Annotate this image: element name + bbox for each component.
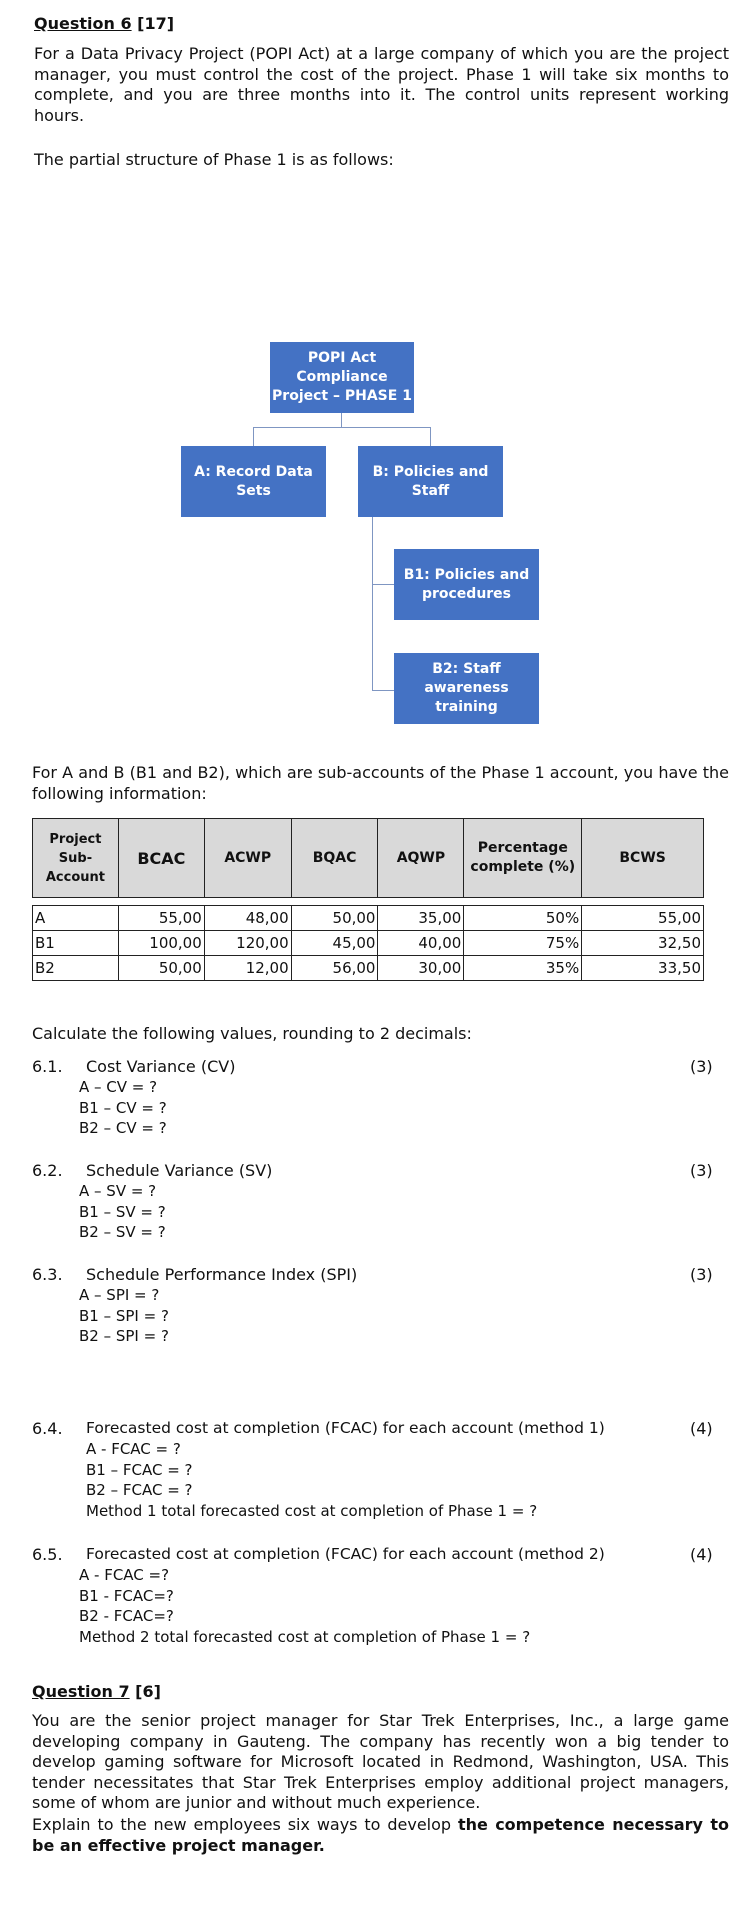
question-7-task	[32, 1815, 729, 1856]
subquestion-title: Schedule Performance Index (SPI)	[86, 1265, 358, 1284]
subquestion-marks: (3)	[690, 1057, 713, 1076]
subquestion-marks: (3)	[690, 1161, 713, 1180]
cell-account: B2	[33, 956, 119, 981]
answer-line: Method 1 total forecasted cost at completion of Phase 1 = ?	[86, 1501, 538, 1520]
answer-line: B1 – SPI = ?	[79, 1306, 169, 1325]
subquestion-marks: (4)	[690, 1419, 713, 1438]
org-node-a	[181, 446, 326, 517]
subquestion-lines	[86, 1439, 537, 1521]
connector-to-a	[253, 427, 254, 446]
answer-line: B2 - FCAC=?	[79, 1607, 174, 1625]
cell-bcac: 100,00	[118, 931, 204, 956]
question-6-heading	[34, 14, 174, 33]
org-node-b2-line-2: awareness training	[424, 680, 509, 715]
org-node-b1-line-2: procedures	[421, 585, 512, 602]
answer-line: Method 2 total forecasted cost at completion of Phase 1 = ?	[79, 1627, 531, 1646]
subquestion-lines	[79, 1565, 530, 1647]
connector-to-b1	[372, 584, 394, 585]
question-7-intro: You are the senior project manager for Star Trek Enterprises, Inc., a large game developing company in Gauteng. The company has recently won a big tender to develop gaming software for Microsoft located in Redmond, Washington, USA. This tender necessitates that Star Trek Enterprises employ additional project managers, some of whom are junior and without much experience.	[32, 1711, 729, 1812]
header-percentage-complete	[464, 819, 582, 898]
answer-line: B1 – CV = ?	[79, 1098, 167, 1117]
table-row	[33, 931, 704, 956]
subquestion-lines	[79, 1285, 169, 1347]
connector-to-b	[430, 427, 431, 446]
cell-bqac: 50,00	[291, 906, 378, 931]
org-node-a-line-2: Sets	[236, 482, 271, 499]
calc-intro: Calculate the following values, rounding to 2 decimals:	[32, 1024, 472, 1043]
cost-data-table	[32, 818, 704, 981]
subquestion-number: 6.4.	[32, 1419, 63, 1438]
header-col5-line-1: Percentage	[477, 840, 568, 856]
answer-line: B1 – SV = ?	[79, 1202, 166, 1221]
org-node-root-line-3: Project – PHASE 1	[272, 388, 412, 404]
subquestion-number: 6.2.	[32, 1161, 63, 1180]
answer-line: A – CV = ?	[79, 1078, 158, 1096]
cell-percentage: 75%	[464, 931, 582, 956]
cell-bcws: 55,00	[582, 906, 704, 931]
structure-intro: The partial structure of Phase 1 is as follows:	[34, 150, 394, 169]
subquestion-lines	[79, 1181, 166, 1243]
org-node-root-line-1: POPI Act	[307, 350, 377, 366]
question-7-heading	[32, 1682, 161, 1701]
table-row	[33, 906, 704, 931]
cell-account: A	[33, 906, 119, 931]
header-col0-line-1: Project Sub-	[49, 831, 102, 866]
table-intro: For A and B (B1 and B2), which are sub-accounts of the Phase 1 account, you have the following information:	[32, 763, 729, 803]
connector-b-vertical	[372, 517, 373, 691]
cell-bcws: 33,50	[582, 956, 704, 981]
org-node-b-line-2: Staff	[411, 482, 450, 499]
header-acwp: ACWP	[204, 819, 291, 898]
subquestion-title: Forecasted cost at completion (FCAC) for each account (method 2)	[86, 1545, 605, 1563]
table-header-row	[33, 819, 704, 898]
org-node-a-line-1: A: Record Data	[194, 463, 313, 480]
subquestion-marks: (4)	[690, 1545, 713, 1564]
header-col0-line-2: Account	[45, 869, 106, 885]
answer-line: A - FCAC = ?	[86, 1440, 181, 1458]
subquestion-number: 6.5.	[32, 1545, 63, 1564]
question-7-marks: [6]	[135, 1682, 161, 1701]
header-bcws: BCWS	[582, 819, 704, 898]
answer-line: B2 – SV = ?	[79, 1223, 166, 1241]
table-row	[33, 956, 704, 981]
header-bcac: BCAC	[118, 819, 204, 898]
cell-bqac: 45,00	[291, 931, 378, 956]
header-project-sub-account	[33, 819, 119, 898]
answer-line: B2 – CV = ?	[79, 1119, 167, 1137]
org-node-b1	[394, 549, 539, 620]
question-7-task-emphasis: the competence necessary to be an effective project manager.	[32, 1815, 729, 1855]
subquestion-title: Schedule Variance (SV)	[86, 1161, 273, 1180]
cell-acwp: 48,00	[204, 906, 291, 931]
answer-line: A - FCAC =?	[79, 1566, 170, 1584]
table-spacer-cell	[33, 898, 704, 906]
org-node-b1-line-1: B1: Policies and	[403, 566, 530, 583]
cell-aqwp: 35,00	[378, 906, 464, 931]
answer-line: A – SPI = ?	[79, 1286, 160, 1304]
cell-bcws: 32,50	[582, 931, 704, 956]
org-node-b-line-1: B: Policies and	[372, 463, 489, 480]
subquestion-title: Forecasted cost at completion (FCAC) for each account (method 1)	[86, 1419, 605, 1437]
cell-bcac: 55,00	[118, 906, 204, 931]
cell-aqwp: 30,00	[378, 956, 464, 981]
cell-percentage: 50%	[464, 906, 582, 931]
cell-bcac: 50,00	[118, 956, 204, 981]
subquestion-number: 6.3.	[32, 1265, 63, 1284]
org-node-root	[270, 342, 414, 413]
answer-line: B2 – FCAC = ?	[86, 1481, 193, 1499]
question-7-label: Question 7	[32, 1682, 130, 1701]
connector-root-down	[341, 413, 342, 427]
answer-line: B2 – SPI = ?	[79, 1327, 169, 1345]
question-7-task-text: Explain to the new employees six ways to develop	[32, 1815, 458, 1834]
question-6-intro: For a Data Privacy Project (POPI Act) at a large company of which you are the project manager, you must control the cost of the project. Phase 1 will take six months to complete, and you are three months into it. The control units represent working hours.	[34, 44, 729, 125]
subquestion-title: Cost Variance (CV)	[86, 1057, 236, 1076]
cell-acwp: 12,00	[204, 956, 291, 981]
cell-acwp: 120,00	[204, 931, 291, 956]
subquestion-marks: (3)	[690, 1265, 713, 1284]
answer-line: A – SV = ?	[79, 1182, 157, 1200]
org-node-b2-line-1: B2: Staff	[432, 661, 501, 677]
answer-line: B1 - FCAC=?	[79, 1586, 174, 1605]
org-node-root-line-2: Compliance	[296, 369, 388, 385]
question-6-marks: [17]	[137, 14, 175, 33]
header-bqac: BQAC	[291, 819, 378, 898]
org-node-b2	[394, 653, 539, 724]
table-spacer-row	[33, 898, 704, 906]
answer-line: B1 – FCAC = ?	[86, 1460, 193, 1479]
cell-account: B1	[33, 931, 119, 956]
header-col5-line-2: complete (%)	[470, 859, 576, 875]
org-node-b	[358, 446, 503, 517]
cell-percentage: 35%	[464, 956, 582, 981]
connector-horizontal	[253, 427, 431, 428]
question-6-label: Question 6	[34, 14, 132, 33]
subquestion-number: 6.1.	[32, 1057, 63, 1076]
subquestion-lines	[79, 1077, 167, 1139]
cell-bqac: 56,00	[291, 956, 378, 981]
connector-to-b2	[372, 690, 394, 691]
header-aqwp: AQWP	[378, 819, 464, 898]
cell-aqwp: 40,00	[378, 931, 464, 956]
